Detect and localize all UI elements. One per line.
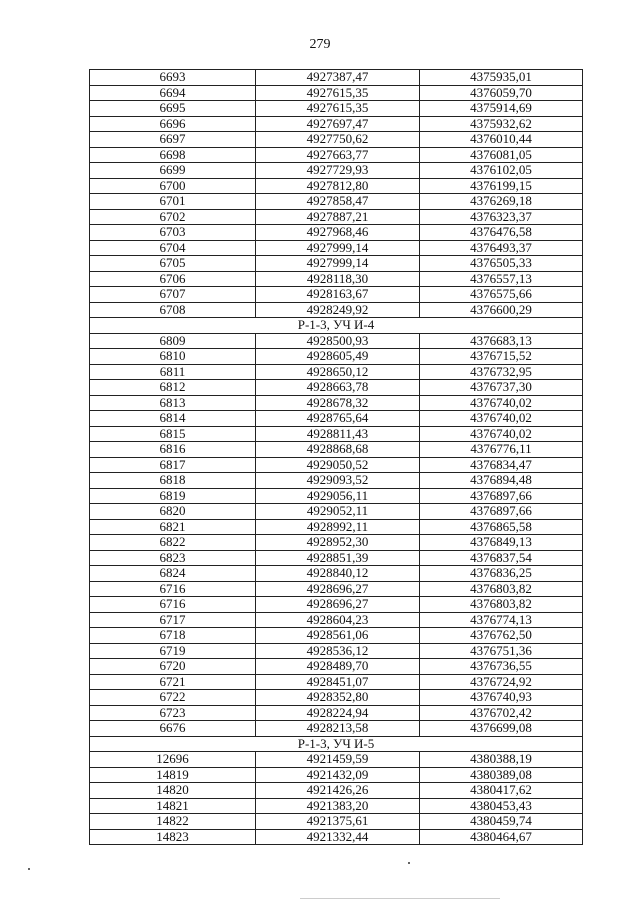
table-row [90,783,583,799]
y-coordinate-cell: 4376199,15 [420,178,583,194]
y-coordinate-cell: 4376836,25 [420,566,583,582]
table-row [90,333,583,349]
y-coordinate-cell: 4375914,69 [420,101,583,117]
x-coordinate-cell: 4927615,35 [256,85,420,101]
point-number-cell: 6707 [90,287,256,303]
y-coordinate-cell: 4380389,08 [420,767,583,783]
point-number-cell: 6813 [90,395,256,411]
table-row [90,674,583,690]
y-coordinate-cell: 4376740,02 [420,411,583,427]
table-row [90,798,583,814]
y-coordinate-cell: 4376849,13 [420,535,583,551]
table-row [90,457,583,473]
y-coordinate-cell: 4376600,29 [420,302,583,318]
point-number-cell: 6676 [90,721,256,737]
y-coordinate-cell: 4376702,42 [420,705,583,721]
x-coordinate-cell: 4928489,70 [256,659,420,675]
table-row [90,690,583,706]
table-row [90,814,583,830]
y-coordinate-cell: 4376102,05 [420,163,583,179]
scan-speck [408,862,410,864]
y-coordinate-cell: 4376737,30 [420,380,583,396]
y-coordinate-cell: 4376834,47 [420,457,583,473]
table-row [90,426,583,442]
point-number-cell: 6716 [90,597,256,613]
y-coordinate-cell: 4376803,82 [420,581,583,597]
y-coordinate-cell: 4376683,13 [420,333,583,349]
x-coordinate-cell: 4927968,46 [256,225,420,241]
table-row [90,473,583,489]
x-coordinate-cell: 4928249,92 [256,302,420,318]
table-row [90,597,583,613]
point-number-cell: 6719 [90,643,256,659]
point-number-cell: 6814 [90,411,256,427]
point-number-cell: 14823 [90,829,256,845]
page-number: 279 [309,37,331,52]
table-row [90,101,583,117]
table-row [90,209,583,225]
x-coordinate-cell: 4927887,21 [256,209,420,225]
y-coordinate-cell: 4376736,55 [420,659,583,675]
point-number-cell: 14820 [90,783,256,799]
point-number-cell: 6700 [90,178,256,194]
table-row [90,628,583,644]
point-number-cell: 6821 [90,519,256,535]
x-coordinate-cell: 4928811,43 [256,426,420,442]
table-row [90,178,583,194]
x-coordinate-cell: 4928952,30 [256,535,420,551]
coordinates-table-body [90,70,583,845]
y-coordinate-cell: 4376803,82 [420,597,583,613]
x-coordinate-cell: 4929050,52 [256,457,420,473]
y-coordinate-cell: 4376732,95 [420,364,583,380]
point-number-cell: 6706 [90,271,256,287]
table-row [90,194,583,210]
y-coordinate-cell: 4380417,62 [420,783,583,799]
y-coordinate-cell: 4376865,58 [420,519,583,535]
y-coordinate-cell: 4380388,19 [420,752,583,768]
table-row [90,256,583,272]
table-row [90,380,583,396]
point-number-cell: 6824 [90,566,256,582]
point-number-cell: 6704 [90,240,256,256]
x-coordinate-cell: 4928650,12 [256,364,420,380]
point-number-cell: 6816 [90,442,256,458]
x-coordinate-cell: 4929056,11 [256,488,420,504]
point-number-cell: 6716 [90,581,256,597]
y-coordinate-cell: 4376894,48 [420,473,583,489]
y-coordinate-cell: 4376751,36 [420,643,583,659]
y-coordinate-cell: 4376575,66 [420,287,583,303]
point-number-cell: 6721 [90,674,256,690]
x-coordinate-cell: 4927750,62 [256,132,420,148]
y-coordinate-cell: 4376740,93 [420,690,583,706]
x-coordinate-cell: 4927615,35 [256,101,420,117]
x-coordinate-cell: 4927729,93 [256,163,420,179]
point-number-cell: 6694 [90,85,256,101]
x-coordinate-cell: 4921332,44 [256,829,420,845]
table-row [90,581,583,597]
scan-speck [28,868,30,870]
y-coordinate-cell: 4376557,13 [420,271,583,287]
table-row [90,395,583,411]
table-row [90,488,583,504]
table-row [90,132,583,148]
y-coordinate-cell: 4376505,33 [420,256,583,272]
x-coordinate-cell: 4928451,07 [256,674,420,690]
y-coordinate-cell: 4376897,66 [420,504,583,520]
point-number-cell: 6823 [90,550,256,566]
x-coordinate-cell: 4927999,14 [256,240,420,256]
x-coordinate-cell: 4921383,20 [256,798,420,814]
table-row [90,364,583,380]
section-label: Р-1-3, УЧ И-5 [90,736,583,752]
table-row [90,302,583,318]
y-coordinate-cell: 4376762,50 [420,628,583,644]
x-coordinate-cell: 4928840,12 [256,566,420,582]
section-label: Р-1-3, УЧ И-4 [90,318,583,334]
y-coordinate-cell: 4376740,02 [420,426,583,442]
table-row [90,767,583,783]
point-number-cell: 6812 [90,380,256,396]
x-coordinate-cell: 4927999,14 [256,256,420,272]
point-number-cell: 6705 [90,256,256,272]
section-header-row [90,736,583,752]
x-coordinate-cell: 4928992,11 [256,519,420,535]
x-coordinate-cell: 4928352,80 [256,690,420,706]
table-row [90,147,583,163]
point-number-cell: 14821 [90,798,256,814]
x-coordinate-cell: 4928500,93 [256,333,420,349]
y-coordinate-cell: 4376269,18 [420,194,583,210]
y-coordinate-cell: 4375932,62 [420,116,583,132]
x-coordinate-cell: 4928213,58 [256,721,420,737]
point-number-cell: 6817 [90,457,256,473]
y-coordinate-cell: 4376010,44 [420,132,583,148]
table-row [90,705,583,721]
table-row [90,225,583,241]
point-number-cell: 6698 [90,147,256,163]
point-number-cell: 12696 [90,752,256,768]
point-number-cell: 6701 [90,194,256,210]
x-coordinate-cell: 4928765,64 [256,411,420,427]
point-number-cell: 6696 [90,116,256,132]
y-coordinate-cell: 4376476,58 [420,225,583,241]
table-row [90,752,583,768]
table-row [90,70,583,86]
point-number-cell: 6697 [90,132,256,148]
point-number-cell: 6722 [90,690,256,706]
coordinates-table [89,69,583,845]
point-number-cell: 6703 [90,225,256,241]
point-number-cell: 6695 [90,101,256,117]
y-coordinate-cell: 4376493,37 [420,240,583,256]
y-coordinate-cell: 4376774,13 [420,612,583,628]
x-coordinate-cell: 4928696,27 [256,581,420,597]
y-coordinate-cell: 4376323,37 [420,209,583,225]
x-coordinate-cell: 4928604,23 [256,612,420,628]
y-coordinate-cell: 4376724,92 [420,674,583,690]
point-number-cell: 6818 [90,473,256,489]
x-coordinate-cell: 4927663,77 [256,147,420,163]
y-coordinate-cell: 4376699,08 [420,721,583,737]
y-coordinate-cell: 4380453,43 [420,798,583,814]
point-number-cell: 6702 [90,209,256,225]
table-row [90,659,583,675]
x-coordinate-cell: 4921432,09 [256,767,420,783]
x-coordinate-cell: 4928696,27 [256,597,420,613]
point-number-cell: 6720 [90,659,256,675]
table-row [90,550,583,566]
point-number-cell: 6723 [90,705,256,721]
table-row [90,349,583,365]
table-row [90,519,583,535]
x-coordinate-cell: 4927858,47 [256,194,420,210]
table-row [90,163,583,179]
x-coordinate-cell: 4928536,12 [256,643,420,659]
table-row [90,566,583,582]
x-coordinate-cell: 4928851,39 [256,550,420,566]
y-coordinate-cell: 4376059,70 [420,85,583,101]
point-number-cell: 14819 [90,767,256,783]
y-coordinate-cell: 4380459,74 [420,814,583,830]
point-number-cell: 14822 [90,814,256,830]
x-coordinate-cell: 4928163,67 [256,287,420,303]
point-number-cell: 6693 [90,70,256,86]
table-row [90,240,583,256]
point-number-cell: 6717 [90,612,256,628]
x-coordinate-cell: 4928224,94 [256,705,420,721]
point-number-cell: 6708 [90,302,256,318]
table-row [90,287,583,303]
x-coordinate-cell: 4927387,47 [256,70,420,86]
x-coordinate-cell: 4928118,30 [256,271,420,287]
table-row [90,504,583,520]
point-number-cell: 6699 [90,163,256,179]
table-row [90,411,583,427]
x-coordinate-cell: 4928605,49 [256,349,420,365]
x-coordinate-cell: 4928678,32 [256,395,420,411]
y-coordinate-cell: 4380464,67 [420,829,583,845]
point-number-cell: 6820 [90,504,256,520]
point-number-cell: 6718 [90,628,256,644]
y-coordinate-cell: 4376776,11 [420,442,583,458]
table-row [90,612,583,628]
point-number-cell: 6809 [90,333,256,349]
table-row [90,116,583,132]
x-coordinate-cell: 4927697,47 [256,116,420,132]
x-coordinate-cell: 4929052,11 [256,504,420,520]
table-row [90,721,583,737]
x-coordinate-cell: 4921459,59 [256,752,420,768]
point-number-cell: 6815 [90,426,256,442]
point-number-cell: 6819 [90,488,256,504]
scan-edge-line [300,898,500,899]
point-number-cell: 6811 [90,364,256,380]
x-coordinate-cell: 4928663,78 [256,380,420,396]
x-coordinate-cell: 4928868,68 [256,442,420,458]
y-coordinate-cell: 4376740,02 [420,395,583,411]
y-coordinate-cell: 4375935,01 [420,70,583,86]
x-coordinate-cell: 4928561,06 [256,628,420,644]
section-header-row [90,318,583,334]
x-coordinate-cell: 4927812,80 [256,178,420,194]
x-coordinate-cell: 4921426,26 [256,783,420,799]
table-row [90,643,583,659]
table-row [90,829,583,845]
x-coordinate-cell: 4921375,61 [256,814,420,830]
point-number-cell: 6810 [90,349,256,365]
table-row [90,271,583,287]
table-row [90,442,583,458]
y-coordinate-cell: 4376837,54 [420,550,583,566]
y-coordinate-cell: 4376081,05 [420,147,583,163]
point-number-cell: 6822 [90,535,256,551]
table-row [90,535,583,551]
table-row [90,85,583,101]
x-coordinate-cell: 4929093,52 [256,473,420,489]
y-coordinate-cell: 4376897,66 [420,488,583,504]
y-coordinate-cell: 4376715,52 [420,349,583,365]
